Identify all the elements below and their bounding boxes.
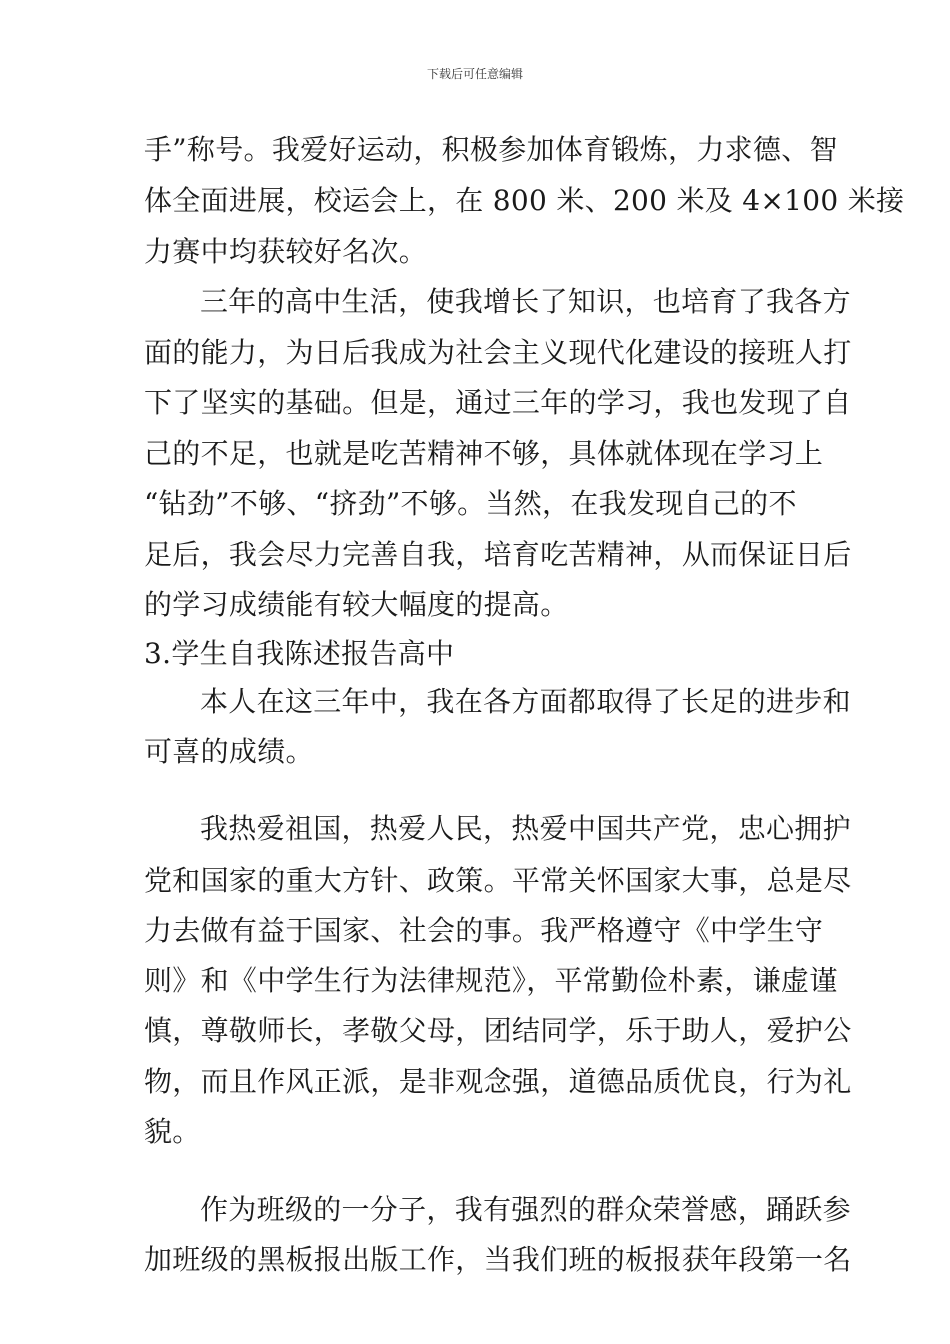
text-line: 物，而且作风正派，是非观念强，道德品质优良，行为礼 — [144, 1065, 852, 1098]
text-line: 面的能力，为日后我成为社会主义现代化建设的接班人打 — [144, 336, 852, 369]
page-header: 下载后可任意编辑 — [426, 67, 523, 81]
text-line: 体全面进展，校运会上，在 800 米、200 米及 4×100 米接 — [144, 184, 905, 217]
text-line: 加班级的黑板报出版工作，当我们班的板报获年段第一名 — [144, 1243, 852, 1276]
paragraph-first-line: 我热爱祖国，热爱人民，热爱中国共产党，忠心拥护 — [200, 812, 851, 845]
text-line: 慎，尊敬师长，孝敬父母，团结同学，乐于助人，爱护公 — [144, 1014, 852, 1047]
text-line: 可喜的成绩。 — [144, 735, 314, 768]
paragraph-first-line: 三年的高中生活，使我增长了知识，也培育了我各方 — [200, 285, 851, 318]
paragraph-first-line: 本人在这三年中，我在各方面都取得了长足的进步和 — [200, 685, 851, 718]
text-line: “钻劲”不够、“挤劲”不够。当然，在我发现自己的不 — [144, 487, 797, 520]
text-line: 手”称号。我爱好运动，积极参加体育锻炼，力求德、智 — [144, 133, 838, 166]
text-line: 足后，我会尽力完善自我，培育吃苦精神，从而保证日后 — [144, 538, 852, 571]
text-line: 己的不足，也就是吃苦精神不够，具体就体现在学习上 — [144, 437, 824, 470]
text-line: 力去做有益于国家、社会的事。我严格遵守《中学生守 — [144, 914, 824, 947]
text-line: 下了坚实的基础。但是，通过三年的学习，我也发现了自 — [144, 386, 852, 419]
text-line: 则》和《中学生行为法律规范》，平常勤俭朴素，谦虚谨 — [144, 964, 838, 997]
text-line: 貌。 — [144, 1115, 201, 1148]
paragraph-first-line: 作为班级的一分子，我有强烈的群众荣誉感，踊跃参 — [200, 1193, 851, 1226]
section-heading: 3.学生自我陈述报告高中 — [144, 637, 455, 670]
text-line: 力赛中均获较好名次。 — [144, 235, 428, 268]
text-line: 党和国家的重大方针、政策。平常关怀国家大事，总是尽 — [144, 864, 852, 897]
text-line: 的学习成绩能有较大幅度的提高。 — [144, 588, 569, 621]
